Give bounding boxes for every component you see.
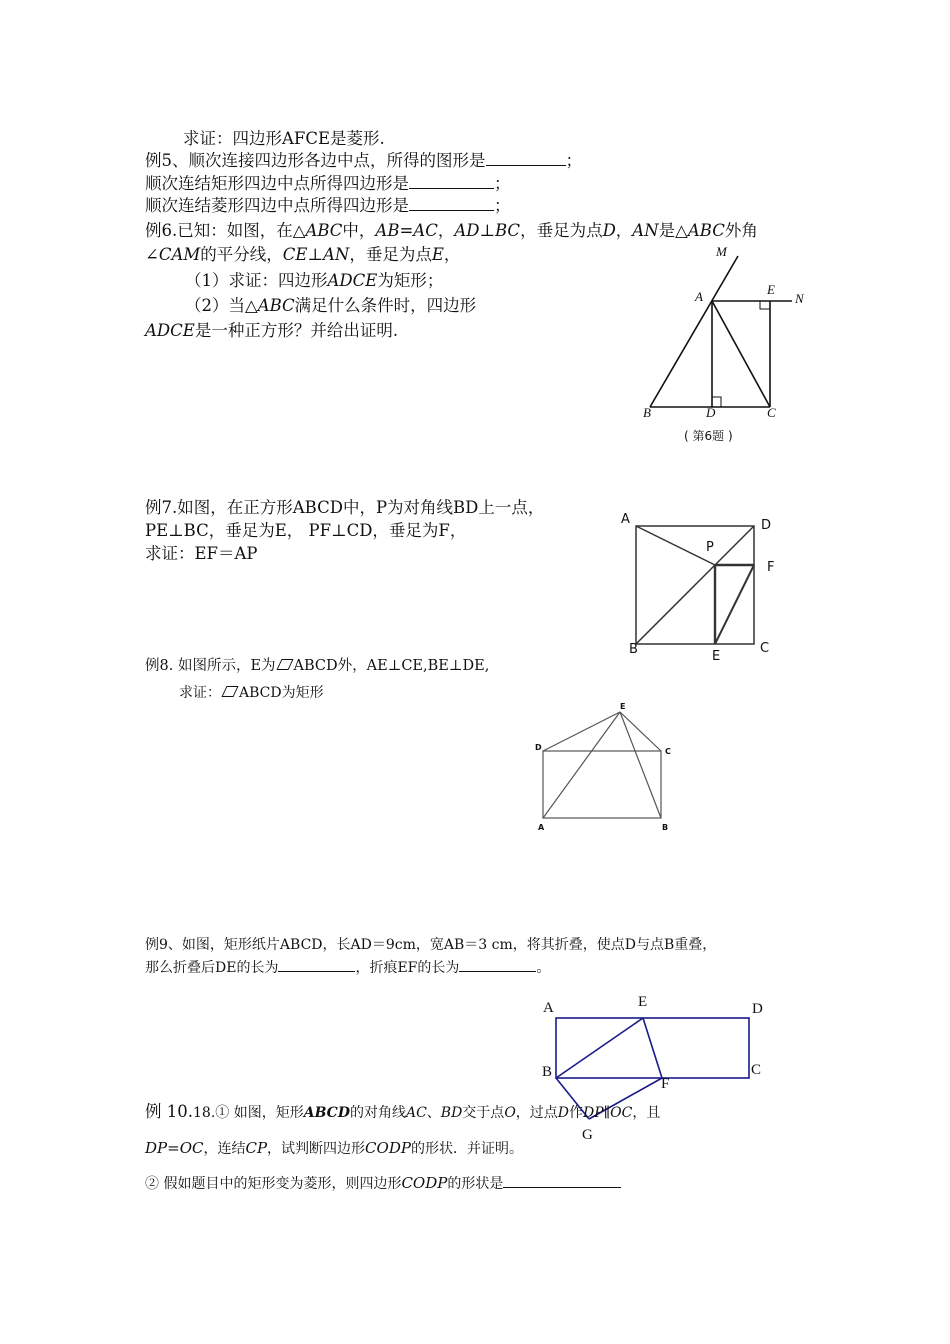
label-B: B bbox=[629, 642, 638, 657]
example10-line3 bbox=[145, 1172, 621, 1195]
t: D bbox=[557, 1105, 570, 1121]
t: 例8. 如图所示，E为 bbox=[145, 658, 276, 674]
t: ，连结 bbox=[203, 1141, 246, 1157]
example9-line1: 例9、如图，矩形纸片ABCD，长AD＝9cm，宽AB＝3 cm，将其折叠，使点D与点B重叠， bbox=[145, 937, 717, 953]
figure6-caption: ( 第6题 ) bbox=[684, 429, 733, 443]
t: ，垂足为点 bbox=[349, 245, 432, 264]
t: ABC bbox=[305, 221, 343, 240]
t: ABC bbox=[257, 296, 295, 315]
label-C: C bbox=[665, 747, 671, 756]
t: ADCE bbox=[145, 321, 195, 340]
t: AB=AC bbox=[375, 221, 438, 240]
t: ，折痕EF的长为 bbox=[355, 960, 460, 976]
example10-line1 bbox=[145, 1101, 660, 1124]
t: ， bbox=[443, 245, 461, 264]
label-B: B bbox=[542, 1064, 553, 1080]
t: D bbox=[602, 221, 616, 240]
t: 外角 bbox=[724, 221, 758, 240]
example10-line2 bbox=[145, 1137, 523, 1160]
label-E: E bbox=[638, 994, 648, 1010]
t: DP=OC bbox=[145, 1139, 204, 1157]
label-D: D bbox=[535, 743, 542, 752]
t: ， bbox=[437, 221, 455, 240]
label-N: N bbox=[795, 291, 804, 306]
t: 为矩形； bbox=[377, 271, 444, 290]
t: 例6.已知：如图，在△ bbox=[145, 221, 306, 240]
punct: ； bbox=[494, 196, 511, 215]
label-P: P bbox=[706, 540, 714, 555]
t: CODP bbox=[365, 1139, 411, 1157]
t: ∠ bbox=[145, 245, 159, 264]
t: 交于点 bbox=[462, 1105, 505, 1121]
t: 。 bbox=[536, 960, 551, 976]
t: 的形状．并证明。 bbox=[410, 1141, 523, 1157]
label-F: F bbox=[661, 1076, 670, 1092]
label-A: A bbox=[543, 1000, 554, 1016]
t: CAM bbox=[158, 245, 201, 264]
example7-line2: PE⊥BC，垂足为E， PF⊥CD，垂足为F， bbox=[145, 521, 467, 540]
example7-line1: 例7.如图，在正方形ABCD中，P为对角线BD上一点， bbox=[145, 498, 545, 517]
label-D: D bbox=[706, 405, 716, 420]
label-C: C bbox=[751, 1062, 762, 1078]
t: AD⊥BC bbox=[454, 221, 521, 240]
t: 的形状是 bbox=[447, 1176, 504, 1192]
label-E: E bbox=[712, 649, 721, 664]
t: （1）求证：四边形 bbox=[185, 271, 328, 290]
t: ABCD外，AE⊥CE,BE⊥DE, bbox=[293, 658, 490, 674]
t: ，试判断四边形 bbox=[267, 1141, 366, 1157]
answer-blank[interactable] bbox=[503, 1174, 621, 1188]
t: 求证： bbox=[179, 685, 221, 701]
example5-q3-text: 顺次连结菱形四边中点所得四边形是 bbox=[145, 196, 409, 215]
label-C: C bbox=[767, 405, 776, 420]
t: CE⊥AN bbox=[282, 245, 350, 264]
t: 的对角线 bbox=[349, 1105, 406, 1121]
t: ABC bbox=[687, 221, 725, 240]
t: CP bbox=[245, 1139, 268, 1157]
t: 那么折叠后DE的长为 bbox=[145, 960, 279, 976]
label-B: B bbox=[662, 823, 669, 832]
t: ② 假如题目中的矩形变为菱形，则四边形 bbox=[145, 1176, 402, 1192]
t: DP∥OC bbox=[583, 1105, 633, 1121]
t: 作 bbox=[569, 1105, 584, 1121]
t: 例 10. bbox=[145, 1102, 193, 1121]
label-A: A bbox=[621, 512, 630, 527]
label-D: D bbox=[752, 1001, 763, 1017]
label-E: E bbox=[767, 282, 775, 297]
label-B: B bbox=[643, 405, 651, 420]
t: 的平分线， bbox=[200, 245, 283, 264]
label-D: D bbox=[761, 518, 772, 533]
segment-BE bbox=[556, 1018, 643, 1078]
label-M: M bbox=[716, 244, 727, 259]
t: BD bbox=[440, 1105, 463, 1121]
example5-q1-text: 例5、顺次连接四边形各边中点，所得的图形是 bbox=[145, 151, 486, 170]
example5-q2-text: 顺次连结矩形四边中点所得四边形是 bbox=[145, 174, 409, 193]
t: AN bbox=[632, 221, 659, 240]
punct: ； bbox=[565, 151, 582, 170]
label-C: C bbox=[760, 641, 770, 656]
label-A: A bbox=[695, 289, 703, 304]
t: AC bbox=[405, 1105, 427, 1121]
t: 18.① 如图，矩形 bbox=[193, 1105, 304, 1121]
t: ABCD为矩形 bbox=[239, 685, 324, 701]
t: CODP bbox=[401, 1174, 448, 1192]
label-A: A bbox=[538, 823, 545, 832]
t: ADCE bbox=[327, 271, 378, 290]
label-G: G bbox=[582, 1127, 593, 1143]
proof-statement-afce: 求证：四边形AFCE是菱形. bbox=[183, 129, 385, 148]
t: E bbox=[431, 245, 444, 264]
t: ，过点 bbox=[515, 1105, 558, 1121]
t: 中， bbox=[342, 221, 376, 240]
t: 是△ bbox=[658, 221, 688, 240]
label-E: E bbox=[620, 702, 626, 711]
t: ，且 bbox=[632, 1105, 661, 1121]
t: 是一种正方形？并给出证明. bbox=[194, 321, 399, 340]
t: ， bbox=[615, 221, 633, 240]
punct: ； bbox=[494, 174, 511, 193]
t: ABCD bbox=[303, 1105, 350, 1121]
example7-line3: 求证：EF＝AP bbox=[145, 544, 258, 563]
t: O bbox=[504, 1105, 516, 1121]
label-F: F bbox=[767, 560, 775, 575]
segment-EF bbox=[643, 1018, 662, 1078]
t: 、 bbox=[426, 1105, 441, 1121]
t: ，垂足为点 bbox=[520, 221, 603, 240]
t: 满足什么条件时，四边形 bbox=[294, 296, 477, 315]
t: （2）当△ bbox=[185, 296, 258, 315]
